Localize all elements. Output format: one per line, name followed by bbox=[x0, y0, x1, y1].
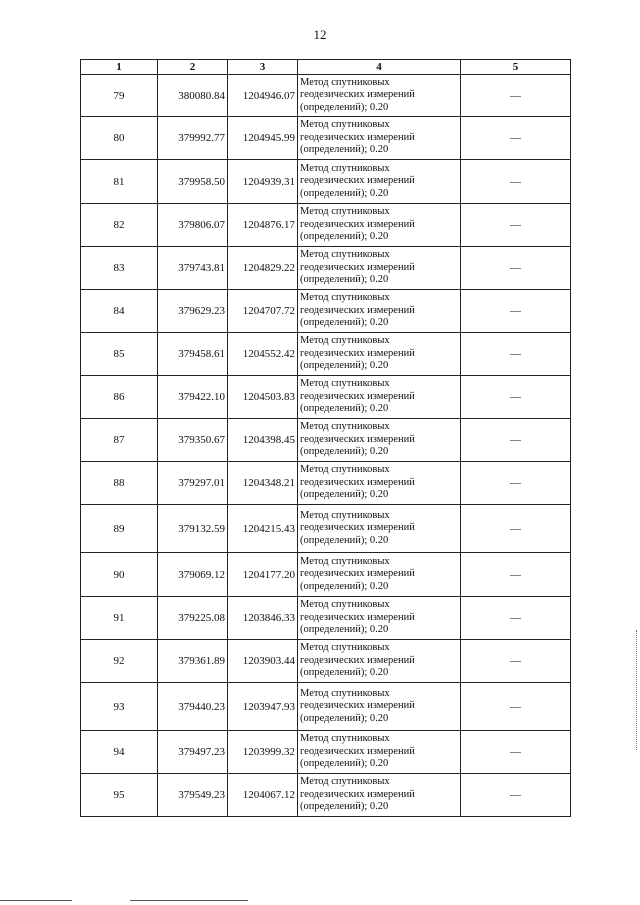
y-coordinate-cell: 1203846.33 bbox=[228, 597, 298, 640]
method-cell bbox=[298, 683, 461, 731]
method-line: геодезических измерений bbox=[300, 700, 415, 712]
table-row bbox=[81, 597, 571, 640]
method-cell bbox=[298, 376, 461, 419]
point-number-cell: 85 bbox=[81, 333, 158, 376]
y-coordinate-cell: 1204552.42 bbox=[228, 333, 298, 376]
method-line: (определений); 0.20 bbox=[300, 624, 389, 636]
y-coordinate-cell: 1204946.07 bbox=[228, 75, 298, 117]
y-coordinate-cell: 1203947.93 bbox=[228, 683, 298, 731]
note-cell: — bbox=[461, 774, 571, 817]
y-coordinate-cell: 1204177.20 bbox=[228, 553, 298, 597]
method-line: (определений); 0.20 bbox=[300, 187, 389, 199]
x-coordinate-cell: 379743.81 bbox=[158, 247, 228, 290]
point-number-cell: 90 bbox=[81, 553, 158, 597]
x-coordinate-cell: 379806.07 bbox=[158, 204, 228, 247]
method-line: геодезических измерений bbox=[300, 218, 415, 230]
table-row bbox=[81, 731, 571, 774]
x-coordinate-cell: 379549.23 bbox=[158, 774, 228, 817]
x-coordinate-cell: 379069.12 bbox=[158, 553, 228, 597]
method-line: (определений); 0.20 bbox=[300, 580, 389, 592]
note-cell: — bbox=[461, 117, 571, 160]
method-line: геодезических измерений bbox=[300, 568, 415, 580]
method-line: Метод спутниковых bbox=[300, 206, 390, 218]
note-cell: — bbox=[461, 553, 571, 597]
method-line: геодезических измерений bbox=[300, 131, 415, 143]
footer-rule bbox=[0, 900, 72, 901]
table-row bbox=[81, 462, 571, 505]
method-cell bbox=[298, 333, 461, 376]
y-coordinate-cell: 1204939.31 bbox=[228, 160, 298, 204]
footer-rule bbox=[130, 900, 248, 901]
x-coordinate-cell: 379992.77 bbox=[158, 117, 228, 160]
table-row bbox=[81, 117, 571, 160]
y-coordinate-cell: 1203903.44 bbox=[228, 640, 298, 683]
method-line: (определений); 0.20 bbox=[300, 403, 389, 415]
method-line: геодезических измерений bbox=[300, 89, 415, 101]
table-header-row bbox=[81, 60, 571, 75]
table-row bbox=[81, 683, 571, 731]
column-header: 5 bbox=[461, 60, 571, 75]
method-line: Метод спутниковых bbox=[300, 509, 390, 521]
point-number-cell: 92 bbox=[81, 640, 158, 683]
table-row bbox=[81, 376, 571, 419]
x-coordinate-cell: 379458.61 bbox=[158, 333, 228, 376]
method-line: геодезических измерений bbox=[300, 654, 415, 666]
note-cell: — bbox=[461, 505, 571, 553]
method-line: (определений); 0.20 bbox=[300, 317, 389, 329]
method-line: Метод спутниковых bbox=[300, 776, 390, 788]
method-line: Метод спутниковых bbox=[300, 555, 390, 567]
method-line: геодезических измерений bbox=[300, 745, 415, 757]
method-cell bbox=[298, 774, 461, 817]
method-line: геодезических измерений bbox=[300, 476, 415, 488]
table-row bbox=[81, 505, 571, 553]
table-row bbox=[81, 640, 571, 683]
point-number-cell: 84 bbox=[81, 290, 158, 333]
point-number-cell: 82 bbox=[81, 204, 158, 247]
method-line: геодезических измерений bbox=[300, 522, 415, 534]
column-header: 4 bbox=[298, 60, 461, 75]
method-line: (определений); 0.20 bbox=[300, 144, 389, 156]
point-number-cell: 89 bbox=[81, 505, 158, 553]
table-row bbox=[81, 247, 571, 290]
point-number-cell: 93 bbox=[81, 683, 158, 731]
method-cell bbox=[298, 204, 461, 247]
method-cell bbox=[298, 640, 461, 683]
method-line: геодезических измерений bbox=[300, 347, 415, 359]
note-cell: — bbox=[461, 290, 571, 333]
table-row bbox=[81, 160, 571, 204]
note-cell: — bbox=[461, 640, 571, 683]
y-coordinate-cell: 1204398.45 bbox=[228, 419, 298, 462]
point-number-cell: 86 bbox=[81, 376, 158, 419]
method-cell bbox=[298, 731, 461, 774]
method-cell bbox=[298, 419, 461, 462]
method-line: Метод спутниковых bbox=[300, 421, 390, 433]
method-line: геодезических измерений bbox=[300, 433, 415, 445]
x-coordinate-cell: 379350.67 bbox=[158, 419, 228, 462]
note-cell: — bbox=[461, 683, 571, 731]
column-header: 1 bbox=[81, 60, 158, 75]
point-number-cell: 91 bbox=[81, 597, 158, 640]
x-coordinate-cell: 379132.59 bbox=[158, 505, 228, 553]
table-row bbox=[81, 290, 571, 333]
method-line: Метод спутниковых bbox=[300, 687, 390, 699]
x-coordinate-cell: 379497.23 bbox=[158, 731, 228, 774]
note-cell: — bbox=[461, 419, 571, 462]
method-cell bbox=[298, 597, 461, 640]
method-line: (определений); 0.20 bbox=[300, 274, 389, 286]
table-row bbox=[81, 553, 571, 597]
method-line: (определений); 0.20 bbox=[300, 360, 389, 372]
note-cell: — bbox=[461, 376, 571, 419]
x-coordinate-cell: 379422.10 bbox=[158, 376, 228, 419]
method-cell bbox=[298, 290, 461, 333]
x-coordinate-cell: 379440.23 bbox=[158, 683, 228, 731]
note-cell: — bbox=[461, 160, 571, 204]
method-cell bbox=[298, 553, 461, 597]
method-line: (определений); 0.20 bbox=[300, 231, 389, 243]
point-number-cell: 80 bbox=[81, 117, 158, 160]
method-line: Метод спутниковых bbox=[300, 599, 390, 611]
method-line: геодезических измерений bbox=[300, 788, 415, 800]
table-row bbox=[81, 419, 571, 462]
method-line: Метод спутниковых bbox=[300, 733, 390, 745]
y-coordinate-cell: 1203999.32 bbox=[228, 731, 298, 774]
x-coordinate-cell: 379225.08 bbox=[158, 597, 228, 640]
note-cell: — bbox=[461, 333, 571, 376]
table-row bbox=[81, 333, 571, 376]
method-line: геодезических измерений bbox=[300, 611, 415, 623]
method-line: геодезических измерений bbox=[300, 304, 415, 316]
column-header: 3 bbox=[228, 60, 298, 75]
y-coordinate-cell: 1204215.43 bbox=[228, 505, 298, 553]
x-coordinate-cell: 379361.89 bbox=[158, 640, 228, 683]
y-coordinate-cell: 1204707.72 bbox=[228, 290, 298, 333]
method-line: Метод спутниковых bbox=[300, 464, 390, 476]
method-line: (определений); 0.20 bbox=[300, 667, 389, 679]
method-line: Метод спутниковых bbox=[300, 642, 390, 654]
method-cell bbox=[298, 117, 461, 160]
table-row bbox=[81, 204, 571, 247]
method-line: Метод спутниковых bbox=[300, 292, 390, 304]
y-coordinate-cell: 1204829.22 bbox=[228, 247, 298, 290]
method-line: Метод спутниковых bbox=[300, 162, 390, 174]
method-cell bbox=[298, 462, 461, 505]
note-cell: — bbox=[461, 731, 571, 774]
method-line: (определений); 0.20 bbox=[300, 534, 389, 546]
note-cell: — bbox=[461, 247, 571, 290]
method-line: геодезических измерений bbox=[300, 390, 415, 402]
y-coordinate-cell: 1204067.12 bbox=[228, 774, 298, 817]
y-coordinate-cell: 1204945.99 bbox=[228, 117, 298, 160]
table-body bbox=[81, 75, 571, 817]
margin-mark bbox=[636, 630, 638, 750]
method-line: Метод спутниковых bbox=[300, 249, 390, 261]
method-line: Метод спутниковых bbox=[300, 378, 390, 390]
x-coordinate-cell: 380080.84 bbox=[158, 75, 228, 117]
method-cell bbox=[298, 505, 461, 553]
y-coordinate-cell: 1204503.83 bbox=[228, 376, 298, 419]
note-cell: — bbox=[461, 462, 571, 505]
note-cell: — bbox=[461, 204, 571, 247]
method-line: Метод спутниковых bbox=[300, 335, 390, 347]
table-row bbox=[81, 774, 571, 817]
method-line: геодезических измерений bbox=[300, 261, 415, 273]
note-cell: — bbox=[461, 597, 571, 640]
method-line: Метод спутниковых bbox=[300, 119, 390, 131]
point-number-cell: 81 bbox=[81, 160, 158, 204]
method-cell bbox=[298, 160, 461, 204]
point-number-cell: 83 bbox=[81, 247, 158, 290]
method-line: Метод спутниковых bbox=[300, 76, 390, 88]
coordinates-table bbox=[80, 59, 571, 817]
y-coordinate-cell: 1204348.21 bbox=[228, 462, 298, 505]
method-line: (определений); 0.20 bbox=[300, 801, 389, 813]
column-header: 2 bbox=[158, 60, 228, 75]
point-number-cell: 87 bbox=[81, 419, 158, 462]
method-line: (определений); 0.20 bbox=[300, 446, 389, 458]
point-number-cell: 79 bbox=[81, 75, 158, 117]
point-number-cell: 94 bbox=[81, 731, 158, 774]
note-cell: — bbox=[461, 75, 571, 117]
x-coordinate-cell: 379629.23 bbox=[158, 290, 228, 333]
table-row bbox=[81, 75, 571, 117]
x-coordinate-cell: 379958.50 bbox=[158, 160, 228, 204]
method-cell bbox=[298, 75, 461, 117]
page-number: 12 bbox=[313, 27, 327, 42]
method-line: (определений); 0.20 bbox=[300, 489, 389, 501]
method-line: (определений); 0.20 bbox=[300, 758, 389, 770]
y-coordinate-cell: 1204876.17 bbox=[228, 204, 298, 247]
method-line: (определений); 0.20 bbox=[300, 712, 389, 724]
point-number-cell: 95 bbox=[81, 774, 158, 817]
method-line: геодезических измерений bbox=[300, 175, 415, 187]
method-line: (определений); 0.20 bbox=[300, 101, 389, 113]
point-number-cell: 88 bbox=[81, 462, 158, 505]
x-coordinate-cell: 379297.01 bbox=[158, 462, 228, 505]
method-cell bbox=[298, 247, 461, 290]
